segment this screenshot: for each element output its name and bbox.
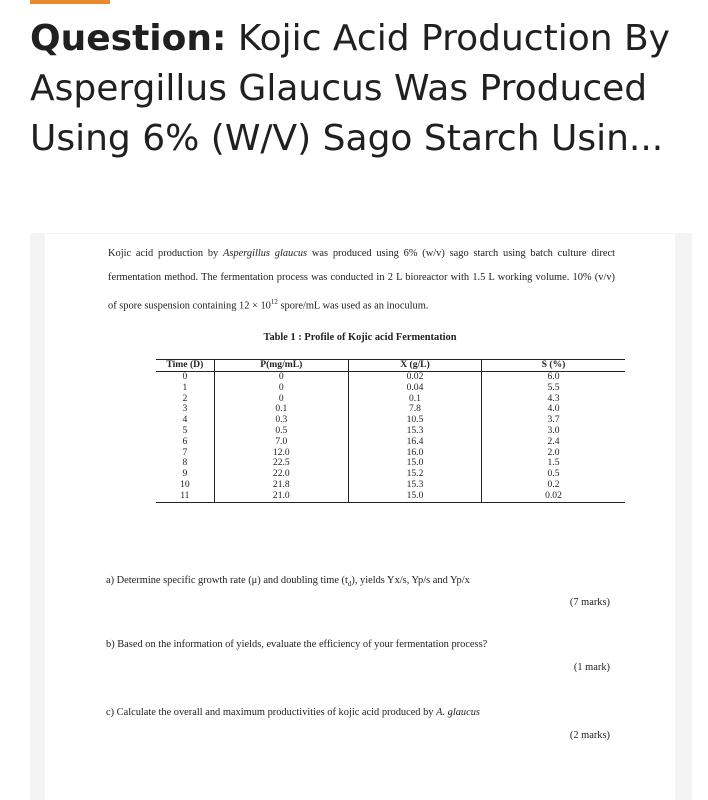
cell-substrate: 3.0 [482,426,625,437]
cell-product: 12.0 [214,448,348,459]
question-a [106,574,470,591]
table-row [156,383,625,394]
cell-product: 21.0 [214,491,348,502]
intro-organism: Aspergillus glaucus [223,248,308,259]
intro-text-2: was produced using 6% (w/v) sago starch using batch culture direct fermentation method. The fermentation process was conducted in 2 L bioreactor with 1.5 L working volume. 10% (v/v) of spore suspension containing 12 × 10 [108,248,615,312]
intro-text-1: Kojic acid production by [108,248,224,259]
table-row [156,491,625,502]
cell-product: 0 [214,372,348,383]
cell-biomass: 15.3 [348,480,481,491]
cell-time: 4 [182,414,188,426]
header-product: P(mg/mL) [214,360,348,372]
intro-text-3: spore/mL was used as an inoculum. [277,300,429,312]
cell-time: 0 [182,371,188,382]
cell-time: 9 [182,468,188,480]
marks-a: (7 marks) [569,597,610,608]
question-a-subscript: d [347,580,352,589]
cell-product: 22.5 [214,458,348,469]
cell-time: 10 [180,478,190,490]
cell-product: 0.5 [214,426,348,437]
cell-substrate: 0.5 [482,469,625,480]
cell-time: 8 [182,457,188,469]
cell-product: 22.0 [214,469,348,480]
cell-time: 7 [182,446,188,458]
cell-substrate: 0.02 [482,491,625,502]
header-time: Time (D) [156,360,214,372]
cell-substrate: 4.0 [482,404,625,415]
cell-biomass: 16.4 [348,437,481,448]
question-title [30,14,690,164]
cell-time: 1 [182,381,188,393]
cell-biomass: 7.8 [348,404,481,415]
question-image [45,234,675,800]
cell-product: 0.1 [214,404,348,415]
cell-substrate: 1.5 [482,458,625,469]
marks-b: (1 mark) [573,662,610,673]
accent-bar [30,0,110,4]
cell-substrate: 2.0 [482,448,625,459]
cell-biomass: 15.2 [348,469,481,480]
cell-time: 11 [156,491,214,502]
cell-time: 6 [182,435,188,447]
question-a-text: a) Determine specific growth rate (μ) and doubling time (t [106,575,348,586]
cell-product: 0.3 [214,415,348,426]
cell-product: 0 [214,383,348,394]
cell-biomass: 10.5 [348,415,481,426]
cell-substrate: 2.4 [482,437,625,448]
question-title-text: Kojic Acid Production By Aspergillus Glaucus Was Produced Using 6% (W/V) Sago Starch Usin... [30,18,670,159]
question-c [106,706,480,720]
table-body [156,372,625,503]
cell-biomass: 0.02 [348,372,481,383]
cell-biomass: 0.1 [348,394,481,405]
cell-time: 5 [182,424,188,436]
cell-substrate: 6.0 [482,372,625,383]
cell-substrate: 4.3 [482,394,625,405]
cell-substrate: 0.2 [482,480,625,491]
question-c-text: c) Calculate the overall and maximum productivities of kojic acid produced by [106,707,437,718]
intro-paragraph [108,242,615,318]
marks-c: (2 marks) [569,730,610,741]
cell-time: 2 [182,392,188,404]
question-c-organism: A. glaucus [436,707,480,718]
table-caption: Table 1 : Profile of Kojic acid Fermentation [263,332,457,343]
question-b: b) Based on the information of yields, evaluate the efficiency of your fermentation process? [106,639,488,650]
question-label: Question: [30,18,227,59]
cell-product: 21.8 [214,480,348,491]
cell-substrate: 5.5 [482,383,625,394]
table-row [156,437,625,448]
cell-product: 0 [214,394,348,405]
cell-biomass: 15.3 [348,426,481,437]
question-a-text-2: ), yields Yx/s, Yp/s and Yp/x [351,575,470,586]
fermentation-profile-table [156,359,625,503]
cell-biomass: 16.0 [348,448,481,459]
cell-biomass: 15.0 [348,491,481,502]
cell-biomass: 0.04 [348,383,481,394]
cell-time: 3 [182,403,188,415]
header-biomass: X (g/L) [348,360,481,372]
header-substrate: S (%) [482,360,625,372]
cell-product: 7.0 [214,437,348,448]
table-header-row [156,360,625,372]
cell-biomass: 15.0 [348,458,481,469]
intro-exponent: 12 [270,298,278,306]
cell-substrate: 3.7 [482,415,625,426]
